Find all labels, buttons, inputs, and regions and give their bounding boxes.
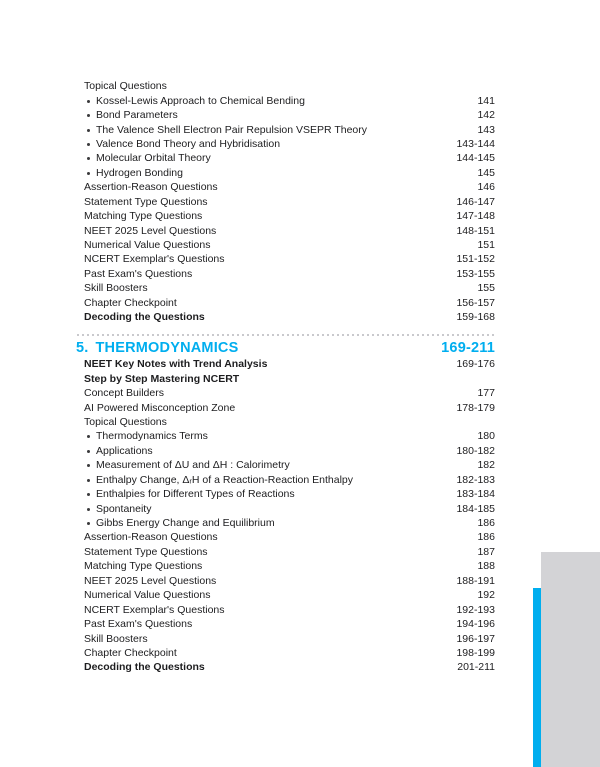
toc-entry-pages: 141	[477, 94, 495, 107]
toc-entry-label: Chapter Checkpoint	[84, 646, 177, 659]
toc-row	[84, 281, 495, 295]
toc-row	[84, 166, 495, 180]
toc-entry-label: NCERT Exemplar's Questions	[84, 603, 225, 616]
toc-entry-pages: 144-145	[456, 152, 495, 165]
toc-entry-label: Assertion-Reason Questions	[84, 531, 218, 544]
toc-row	[84, 574, 495, 588]
chapter-page-range: 169-211	[441, 340, 495, 356]
toc-entry-pages: 192	[477, 589, 495, 602]
toc-entry-label: NEET 2025 Level Questions	[84, 574, 217, 587]
toc-entry-label: Matching Type Questions	[84, 560, 203, 573]
bullet-icon	[87, 100, 90, 103]
toc-entry-pages: 180-182	[456, 444, 495, 457]
toc-entry-pages: 182-183	[456, 473, 495, 486]
toc-entry-label: Gibbs Energy Change and Equilibrium	[96, 517, 275, 530]
toc-entry-pages: 148-151	[456, 224, 495, 237]
toc-row	[84, 209, 495, 223]
chapter-number: 5.	[76, 340, 89, 356]
toc-entry-label: Molecular Orbital Theory	[96, 152, 211, 165]
toc-entry-label: Statement Type Questions	[84, 195, 208, 208]
toc-entry-pages: 178-179	[456, 401, 495, 414]
toc-entry-label: Decoding the Questions	[84, 311, 205, 324]
toc-row	[84, 501, 495, 515]
toc-entry-pages: 159-168	[456, 311, 495, 324]
toc-entry-label: Measurement of ΔU and ΔH : Calorimetry	[96, 459, 290, 472]
toc-entry-pages: 147-148	[456, 210, 495, 223]
toc-entry-label: Enthalpy Change, ΔᵣH of a Reaction-Reaction Enthalpy	[96, 473, 354, 486]
bullet-icon	[87, 508, 90, 511]
toc-entry-pages: 198-199	[456, 646, 495, 659]
toc-row	[84, 487, 495, 501]
toc-row	[84, 400, 495, 414]
toc-row	[84, 660, 495, 674]
toc-entry-label: Assertion-Reason Questions	[84, 181, 218, 194]
toc-list-previous-chapter	[84, 79, 495, 324]
toc-entry-label: Statement Type Questions	[84, 545, 208, 558]
toc-entry-label: Matching Type Questions	[84, 210, 203, 223]
toc-entry-pages: 192-193	[456, 603, 495, 616]
toc-row	[84, 602, 495, 616]
toc-entry-label: Concept Builders	[84, 387, 164, 400]
toc-entry-pages: 146-147	[456, 195, 495, 208]
bullet-icon	[87, 464, 90, 467]
toc-row	[84, 444, 495, 458]
toc-row	[84, 559, 495, 573]
toc-row	[84, 252, 495, 266]
toc-entry-pages: 196-197	[456, 632, 495, 645]
toc-row	[84, 137, 495, 151]
toc-entry-pages: 151-152	[456, 253, 495, 266]
toc-entry-label: Step by Step Mastering NCERT	[84, 372, 240, 385]
toc-entry-pages: 169-176	[456, 358, 495, 371]
toc-row	[84, 588, 495, 602]
toc-entry-label: Skill Boosters	[84, 282, 148, 295]
toc-entry-pages: 143-144	[456, 137, 495, 150]
toc-row	[84, 429, 495, 443]
toc-entry-label: AI Powered Misconception Zone	[84, 401, 236, 414]
toc-row	[84, 415, 495, 429]
toc-entry-label: NEET Key Notes with Trend Analysis	[84, 358, 268, 371]
toc-row	[84, 296, 495, 310]
toc-entry-pages: 153-155	[456, 267, 495, 280]
toc-entry-label: Kossel-Lewis Approach to Chemical Bending	[96, 94, 305, 107]
chapter-edge-tab	[533, 588, 541, 767]
toc-entry-pages: 177	[477, 387, 495, 400]
toc-entry-label: Thermodynamics Terms	[96, 430, 208, 443]
toc-row	[84, 530, 495, 544]
toc-row	[84, 617, 495, 631]
bullet-icon	[87, 143, 90, 146]
toc-entry-pages: 184-185	[456, 502, 495, 515]
toc-row	[84, 180, 495, 194]
toc-entry-pages: 194-196	[456, 618, 495, 631]
toc-row	[84, 195, 495, 209]
toc-row	[84, 646, 495, 660]
chapter-title: THERMODYNAMICS	[95, 340, 239, 356]
toc-row	[84, 108, 495, 122]
toc-row	[84, 473, 495, 487]
toc-row	[84, 631, 495, 645]
toc-entry-label: Chapter Checkpoint	[84, 296, 177, 309]
toc-entry-pages: 180	[477, 430, 495, 443]
dashed-section-divider	[77, 334, 496, 336]
toc-row	[84, 93, 495, 107]
toc-entry-pages: 201-211	[457, 661, 495, 674]
chapter-heading	[76, 339, 495, 357]
toc-row	[84, 122, 495, 136]
toc-row	[84, 310, 495, 324]
toc-entry-pages: 142	[477, 109, 495, 122]
bullet-icon	[87, 172, 90, 175]
toc-row	[84, 386, 495, 400]
toc-entry-pages: 182	[477, 459, 495, 472]
toc-entry-pages: 186	[477, 517, 495, 530]
toc-entry-pages: 188-191	[456, 574, 495, 587]
toc-entry-label: Topical Questions	[84, 80, 167, 93]
bullet-icon	[87, 522, 90, 525]
toc-row	[84, 151, 495, 165]
toc-list-chapter-5	[84, 357, 495, 675]
toc-row	[84, 458, 495, 472]
toc-entry-pages: 183-184	[456, 488, 495, 501]
toc-entry-pages: 155	[477, 282, 495, 295]
toc-entry-label: Bond Parameters	[96, 109, 178, 122]
bullet-icon	[87, 450, 90, 453]
toc-entry-label: Past Exam's Questions	[84, 267, 193, 280]
bullet-icon	[87, 157, 90, 160]
toc-entry-label: The Valence Shell Electron Pair Repulsion VSEPR Theory	[96, 123, 368, 136]
toc-entry-label: Topical Questions	[84, 415, 167, 428]
toc-row	[84, 357, 495, 371]
toc-entry-label: Numerical Value Questions	[84, 589, 211, 602]
facing-page-edge	[541, 552, 600, 767]
toc-entry-pages: 143	[477, 123, 495, 136]
toc-entry-label: Spontaneity	[96, 502, 152, 515]
chapter-heading-left	[76, 340, 238, 356]
bullet-icon	[87, 479, 90, 482]
toc-entry-label: Past Exam's Questions	[84, 618, 193, 631]
toc-entry-label: NEET 2025 Level Questions	[84, 224, 217, 237]
toc-row	[84, 79, 495, 93]
toc-row	[84, 223, 495, 237]
toc-row	[84, 371, 495, 385]
bullet-icon	[87, 435, 90, 438]
toc-row	[84, 545, 495, 559]
toc-row	[84, 516, 495, 530]
toc-entry-label: NCERT Exemplar's Questions	[84, 253, 225, 266]
toc-entry-pages: 151	[477, 239, 495, 252]
toc-entry-label: Valence Bond Theory and Hybridisation	[96, 137, 281, 150]
toc-entry-label: Applications	[96, 444, 153, 457]
toc-row	[84, 238, 495, 252]
toc-entry-label: Numerical Value Questions	[84, 239, 211, 252]
toc-entry-pages: 156-157	[456, 296, 495, 309]
toc-entry-pages: 146	[477, 181, 495, 194]
toc-row	[84, 267, 495, 281]
toc-entry-label: Skill Boosters	[84, 632, 148, 645]
toc-entry-pages: 145	[477, 166, 495, 179]
bullet-icon	[87, 114, 90, 117]
toc-entry-pages: 187	[477, 545, 495, 558]
toc-entry-label: Decoding the Questions	[84, 661, 205, 674]
toc-entry-label: Enthalpies for Different Types of Reactions	[96, 488, 295, 501]
bullet-icon	[87, 129, 90, 132]
bullet-icon	[87, 493, 90, 496]
toc-entry-pages: 188	[477, 560, 495, 573]
toc-entry-label: Hydrogen Bonding	[96, 166, 183, 179]
toc-entry-pages: 186	[477, 531, 495, 544]
